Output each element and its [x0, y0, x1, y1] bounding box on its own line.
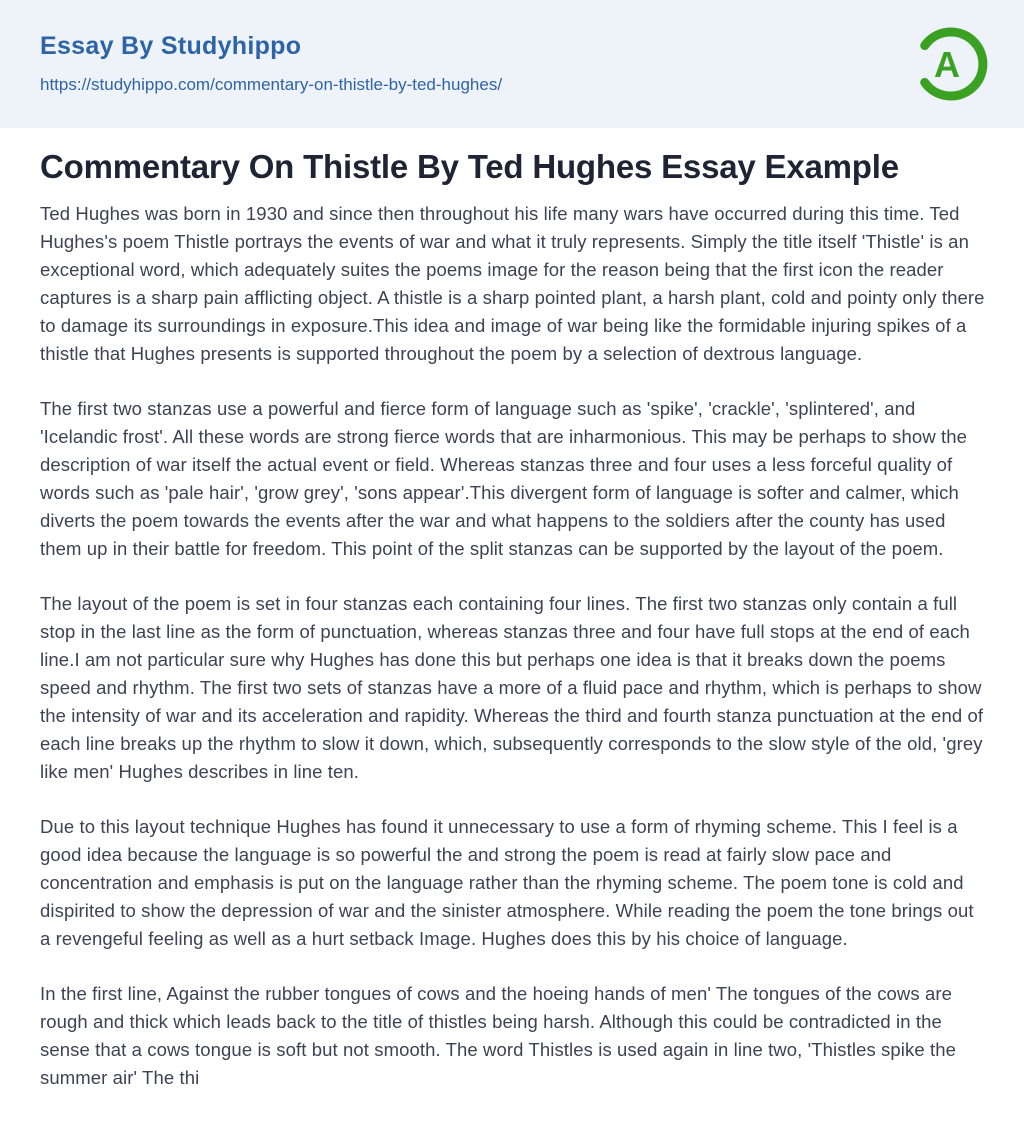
- essay-paragraph: Ted Hughes was born in 1930 and since then throughout his life many wars have occurred during this time. Ted Hughes's poem Thistle portrays the events of war and what it truly represents. Simply the title itself 'Thistle' is an exceptional word, which adequately suites the poems image for the reason being that the first icon the reader captures is a sharp pain afflicting object. A thistle is a sharp pointed plant, a harsh plant, cold and pointy only there to damage its surroundings in exposure.This idea and image of war being like the formidable injuring spikes of a thistle that Hughes presents is supported throughout the poem by a selection of dextrous language.: [40, 203, 985, 364]
- page-header: [0, 0, 1024, 128]
- essay-paragraph: The first two stanzas use a powerful and fierce form of language such as 'spike', 'crackle', 'splintered', and 'Icelandic frost'. All these words are strong fierce words that are inharmonious. This may be perhaps to show the description of war itself the actual event or field. Whereas stanzas three and four uses a less forceful quality of words such as 'pale hair', 'grow grey', 'sons appear'.This divergent form of language is softer and calmer, which diverts the poem towards the events after the war and what happens to the soldiers after the county has used them up in their battle for freedom. This point of the split stanzas can be supported by the layout of the poem.: [40, 398, 968, 559]
- essay-paragraph: In the first line, Against the rubber tongues of cows and the hoeing hands of men' The tongues of the cows are rough and thick which leads back to the title of thistles being harsh. Although this could be contradicted in the sense that a cows tongue is soft but not smooth. The word Thistles is used again in line two, 'Thistles spike the summer air' The thi: [40, 983, 956, 1088]
- page-url-link[interactable]: https://studyhippo.com/commentary-on-thistle-by-ted-hughes/: [40, 74, 503, 94]
- studyhippo-logo: [910, 23, 992, 105]
- logo-letter: A: [934, 44, 960, 85]
- essay-paragraph: The layout of the poem is set in four stanzas each containing four lines. The first two stanzas only contain a full stop in the last line as the form of punctuation, whereas stanzas three and four have full stops at the end of each line.I am not particular sure why Hughes has done this but perhaps one idea is that it breaks down the poems speed and rhythm. The first two sets of stanzas have a more of a fluid pace and rhythm, which is perhaps to show the intensity of war and its acceleration and rapidity. Whereas the third and fourth stanza punctuation at the end of each line breaks up the rhythm to slow it down, which, subsequently corresponds to the slow style of the old, 'grey like men' Hughes describes in line ten.: [40, 593, 984, 782]
- header-text-block: [40, 33, 502, 94]
- essay-content: [0, 128, 1024, 1132]
- site-title: Essay By Studyhippo: [40, 32, 302, 61]
- logo-circle-a-icon: [910, 23, 992, 105]
- essay-paragraph: Due to this layout technique Hughes has found it unnecessary to use a form of rhyming scheme. This I feel is a good idea because the language is so powerful the and strong the poem is read at fairly slow pace and concentration and emphasis is put on the language rather than the rhyming scheme. The poem tone is cold and dispirited to show the depression of war and the sinister atmosphere. While reading the poem the tone brings out a revengeful feeling as well as a hurt setback Image. Hughes does this by his choice of language.: [40, 816, 974, 949]
- essay-title: Commentary On Thistle By Ted Hughes Essay Example: [40, 148, 899, 185]
